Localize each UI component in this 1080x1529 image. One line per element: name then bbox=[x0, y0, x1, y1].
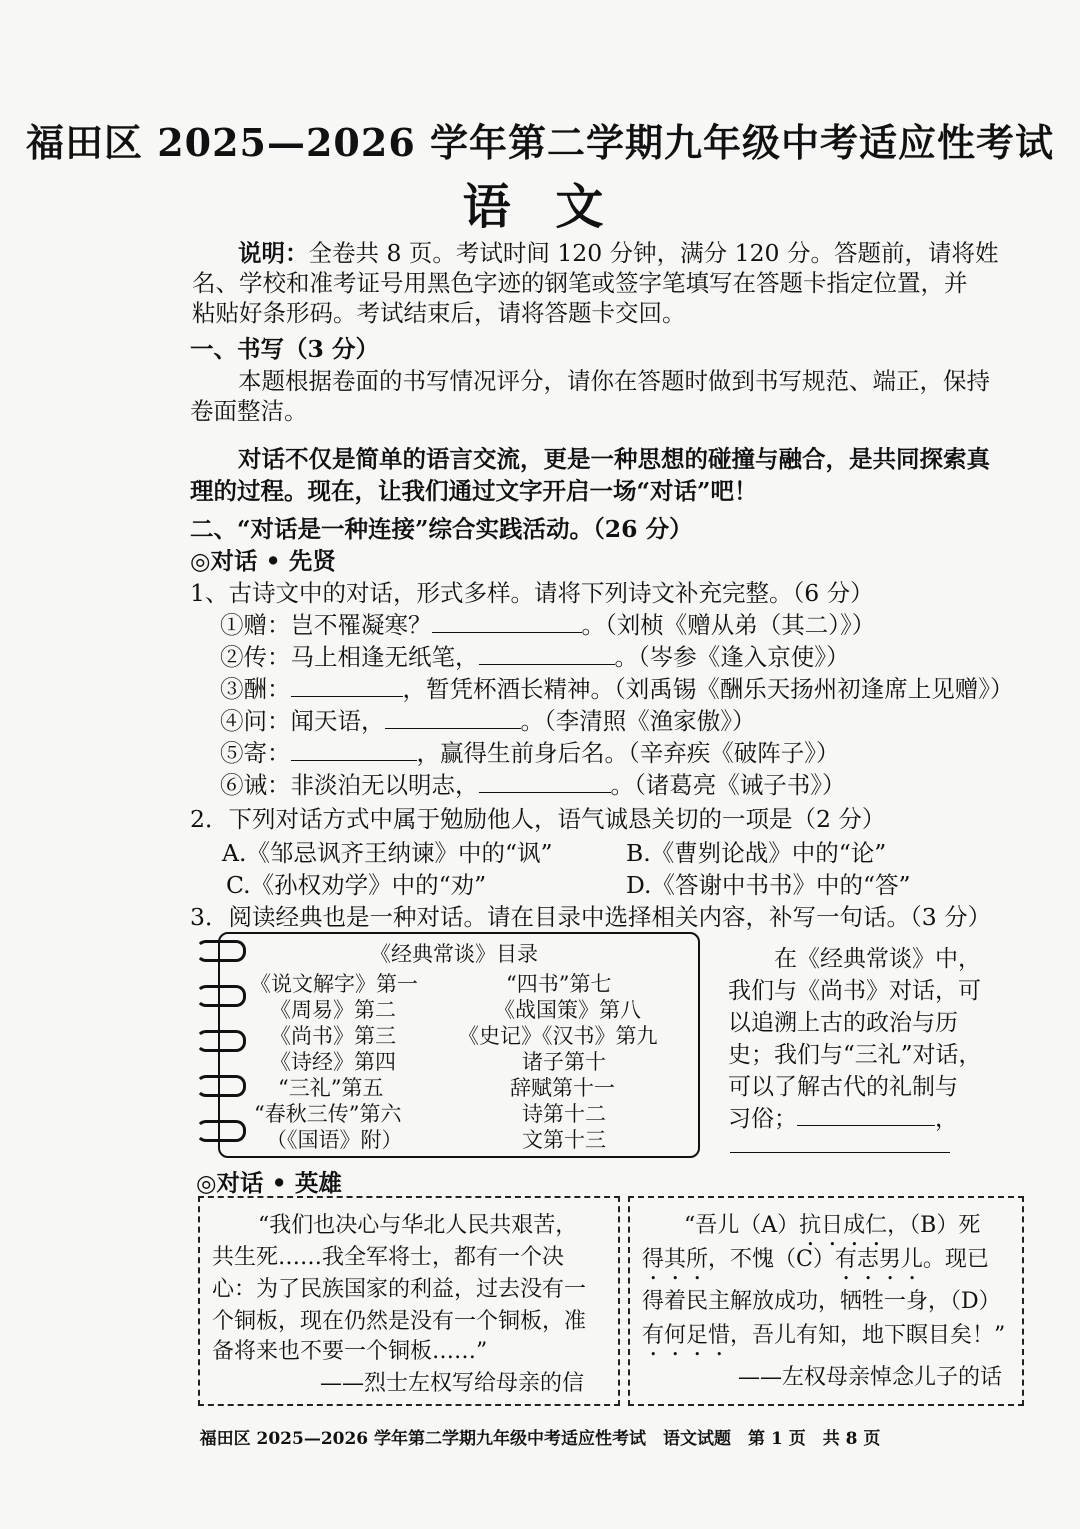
section2-heading: 二、“对话是一种连接”综合实践活动。（26 分） bbox=[190, 515, 693, 543]
ring-binder-icon bbox=[196, 1120, 246, 1142]
section1-line2: 卷面整洁。 bbox=[190, 397, 308, 425]
toc-right-7: 文第十三 bbox=[522, 1128, 606, 1152]
answer-blank[interactable] bbox=[432, 612, 582, 633]
ring-binder-icon bbox=[196, 940, 246, 962]
toc-left-1: 《说文解字》第一 bbox=[250, 972, 418, 996]
q2-option-b[interactable]: B.《曹刿论战》中的“论” bbox=[626, 839, 887, 867]
q1-item-6: ⑥诫：非淡泊无以明志， 。（诸葛亮《诫子书》） bbox=[220, 771, 846, 799]
section2-sub-heroes: ◎对话 • 英雄 bbox=[196, 1169, 342, 1197]
q1-item-1: ①赠：岂不罹凝寒？ 。（刘桢《赠从弟（其二）》） bbox=[220, 611, 876, 639]
mother-words-line4: 有何足惜，吾儿有知，地下瞑目矣！” bbox=[642, 1323, 1006, 1348]
toc-right-5: 辞赋第十一 bbox=[510, 1076, 615, 1100]
mother-words-source: ——左权母亲悼念儿子的话 bbox=[738, 1365, 1003, 1390]
toc-left-2: 《周易》第二 bbox=[270, 998, 396, 1022]
instructions-line2: 名、学校和准考证号用黑色字迹的钢笔或签字笔填写在答题卡指定位置，并 bbox=[192, 269, 968, 297]
instructions-label: 说明： bbox=[238, 239, 309, 267]
toc-right-3: 《史记》《汉书》第九 bbox=[458, 1024, 658, 1048]
q3-side-line6: 习俗； ， bbox=[728, 1106, 958, 1132]
q2-option-c[interactable]: C.《孙权劝学》中的“劝” bbox=[226, 871, 487, 899]
answer-blank[interactable] bbox=[291, 676, 403, 697]
instructions-text: 全卷共 8 页。考试时间 120 分钟，满分 120 分。答题前，请将姓 bbox=[308, 239, 999, 267]
answer-blank[interactable] bbox=[479, 772, 611, 793]
q2-option-d[interactable]: D.《答谢中书书》中的“答” bbox=[626, 871, 911, 899]
intro-line1: 对话不仅是简单的语言交流，更是一种思想的碰撞与融合，是共同探索真 bbox=[238, 445, 990, 473]
q3-side-line2: 我们与《尚书》对话，可 bbox=[728, 978, 981, 1004]
q3-side-line4: 史；我们与“三礼”对话， bbox=[728, 1042, 982, 1068]
mother-words-line3: 得着民主解放成功，牺牲一身，（D） bbox=[642, 1289, 1001, 1314]
instructions-line1 bbox=[238, 234, 998, 268]
toc-left-4: 《诗经》第四 bbox=[270, 1050, 396, 1074]
q2-option-a[interactable]: A.《邹忌讽齐王纳谏》中的“讽” bbox=[222, 839, 553, 867]
toc-right-6: 诗第十二 bbox=[522, 1102, 606, 1126]
q1-item-4: ④问：闻天语， 。（李清照《渔家傲》） bbox=[220, 707, 756, 735]
toc-right-2: 《战国策》第八 bbox=[494, 998, 641, 1022]
q1-item-2: ②传：马上相逢无纸笔， 。（岑参《逢入京使》） bbox=[220, 643, 850, 671]
exam-title: 福田区 2025—2026 学年第二学期九年级中考适应性考试 bbox=[26, 120, 1054, 165]
q3-side-line3: 以追溯上古的政治与历 bbox=[728, 1010, 958, 1036]
q1-item-5: ⑤寄： ，赢得生前身后名。（辛弃疾《破阵子》） bbox=[220, 739, 840, 767]
q3-stem: 3．阅读经典也是一种对话。请在目录中选择相关内容，补写一句话。（3 分） bbox=[190, 903, 992, 931]
q3-side-line5: 可以了解古代的礼制与 bbox=[728, 1074, 958, 1100]
q1-item-3: ③酬： ，暂凭杯酒长精神。（刘禹锡《酬乐天扬州初逢席上见赠》） bbox=[220, 675, 1014, 703]
intro-line2: 理的过程。现在，让我们通过文字开启一场“对话”吧！ bbox=[190, 477, 758, 505]
mother-words-line2: 得其所，不愧（C）有志男儿。现已 bbox=[642, 1247, 989, 1272]
hero-letter-line4: 个铜板，现在仍然是没有一个铜板，准 bbox=[212, 1309, 587, 1334]
hero-letter-line3: 心：为了民族国家的利益，过去没有一 bbox=[212, 1277, 587, 1302]
instructions-line3: 粘贴好条形码。考试结束后，请将答题卡交回。 bbox=[192, 299, 686, 327]
answer-blank[interactable] bbox=[797, 1105, 935, 1126]
q1-stem: 1、古诗文中的对话，形式多样。请将下列诗文补充完整。（6 分） bbox=[190, 579, 874, 607]
toc-title: 《经典常谈》目录 bbox=[370, 942, 538, 966]
ring-binder-icon bbox=[196, 1030, 246, 1052]
ring-binder-icon bbox=[196, 985, 246, 1007]
mother-words-line1: “吾儿（A）抗日成仁，（B）死 bbox=[684, 1213, 981, 1238]
page-footer: 福田区 2025—2026 学年第二学期九年级中考适应性考试 语文试题 第 1 页 共 8 页 bbox=[199, 1429, 881, 1449]
answer-blank[interactable] bbox=[479, 644, 615, 665]
section1-heading: 一、书写（3 分） bbox=[190, 335, 380, 363]
section2-sub-sages: ◎对话 • 先贤 bbox=[190, 547, 336, 575]
ring-binder-icon bbox=[196, 1075, 246, 1097]
toc-right-4: 诸子第十 bbox=[522, 1050, 606, 1074]
toc-right-1: “四书”第七 bbox=[506, 972, 612, 996]
hero-letter-source: ——烈士左权写给母亲的信 bbox=[320, 1371, 585, 1396]
answer-blank[interactable] bbox=[385, 708, 521, 729]
q2-stem: 2．下列对话方式中属于勉励他人，语气诚恳关切的一项是（2 分） bbox=[190, 805, 886, 833]
toc-left-6: “春秋三传”第六 bbox=[254, 1102, 402, 1126]
answer-blank-line[interactable] bbox=[730, 1152, 950, 1153]
toc-left-3: 《尚书》第三 bbox=[270, 1024, 396, 1048]
toc-left-7: （《国语》附） bbox=[266, 1128, 403, 1152]
answer-blank[interactable] bbox=[291, 740, 417, 761]
hero-letter-line1: “我们也决心与华北人民共艰苦， bbox=[258, 1213, 578, 1238]
hero-letter-line5: 备将来也不要一个铜板……” bbox=[212, 1339, 488, 1364]
subject-title: 语 文 bbox=[462, 179, 618, 235]
section1-line1: 本题根据卷面的书写情况评分，请你在答题时做到书写规范、端正，保持 bbox=[238, 367, 990, 395]
hero-letter-line2: 共生死……我全军将士，都有一个决 bbox=[212, 1245, 565, 1270]
q3-side-line1: 在《经典常谈》中， bbox=[774, 946, 981, 972]
toc-left-5: “三礼”第五 bbox=[278, 1076, 384, 1100]
